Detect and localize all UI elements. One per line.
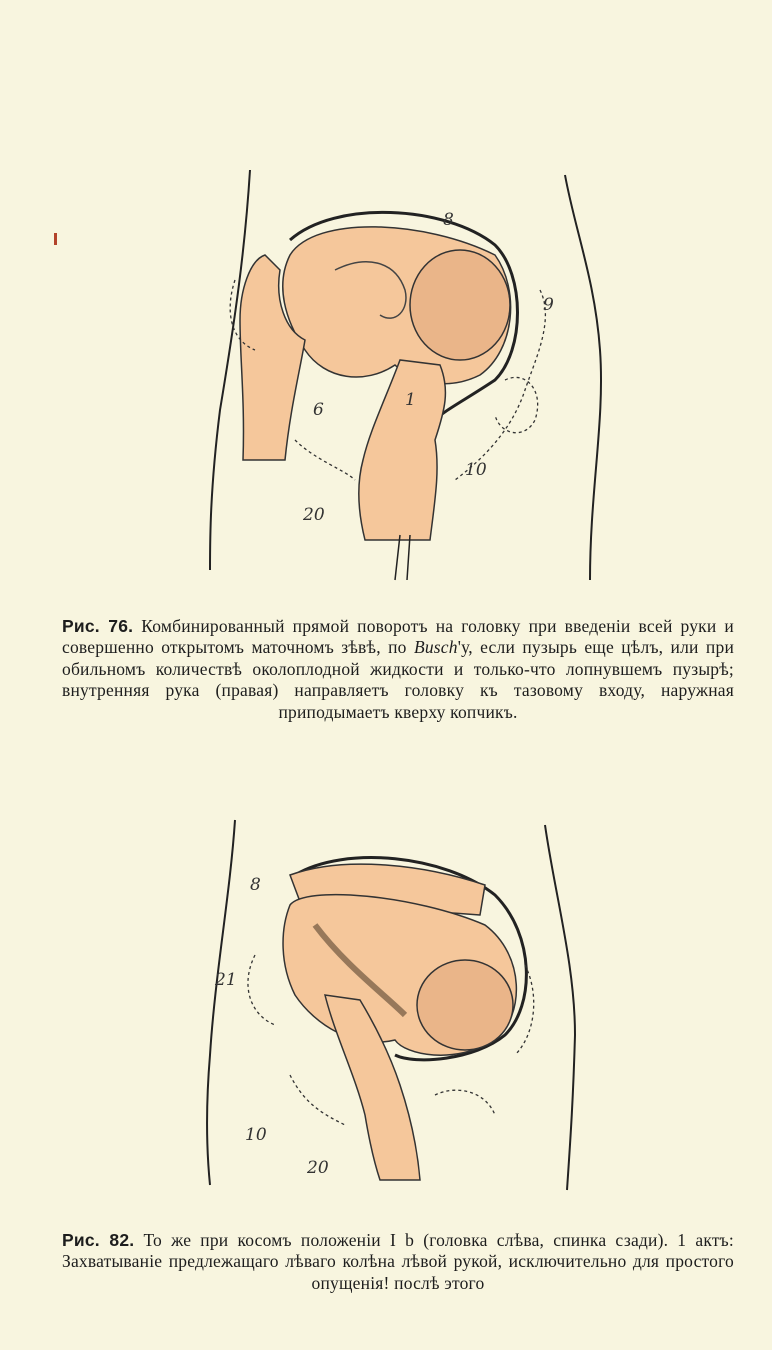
fetus-head: [417, 960, 513, 1050]
pelvis-outline-left: [248, 955, 275, 1025]
margin-mark: [54, 233, 57, 245]
fig76-label-8: 8: [443, 210, 454, 230]
torso-outline-right: [565, 175, 601, 580]
fig82-label-8: 8: [250, 875, 261, 895]
figure-82-caption: [62, 1230, 734, 1295]
figure-76-caption-text: Комбинированный прямой поворотъ на головку при введенiи всей руки и совершенно открытомъ маточномъ зѣвѣ, по: [62, 615, 734, 657]
pelvic-floor-right: [435, 1090, 495, 1115]
pelvic-floor-left: [290, 1075, 345, 1125]
pelvic-floor: [295, 440, 355, 480]
torso-outline-right: [545, 825, 575, 1190]
figure-76-author: Busch: [413, 637, 458, 657]
torso-outline-left: [207, 820, 235, 1185]
figure-82-number: Рис. 82.: [62, 1229, 135, 1250]
figure-76-caption: [62, 616, 734, 724]
inner-arm: [359, 360, 446, 540]
figure-82-illustration: [195, 815, 595, 1195]
fig82-label-21: 21: [215, 970, 237, 990]
figure-76-drawing: [195, 160, 635, 590]
fig82-label-10: 10: [245, 1125, 267, 1145]
fig76-label-20: 20: [303, 505, 325, 525]
figure-82-caption-text: То же при косомъ положенiи I b (головка слѣва, спинка сзади). 1 актъ: Захватыванiе предлежащаго лѣваго колѣна лѣвой рукой, исключительно для простого опущенiя! послѣ этого: [62, 1229, 734, 1293]
pelvis-outline-right: [515, 965, 534, 1055]
pelvis-bone: [495, 377, 538, 432]
fig76-label-1: 1: [405, 390, 416, 410]
figure-76-caption-text-cont: 'у, если пузырь еще цѣлъ, или при обильномъ количествѣ околоплодной жидкости и только-что лопнувшемъ пузырѣ; внутренняя рука (правая) направляетъ головку къ тазовому входу, наружная приподымаетъ кверху копчикъ.: [62, 637, 735, 722]
figure-82-drawing: [195, 815, 595, 1195]
fetus-head: [410, 250, 510, 360]
fig76-label-10: 10: [465, 460, 487, 480]
fig82-label-20: 20: [307, 1158, 329, 1178]
figure-76-illustration: [195, 160, 635, 590]
arm-lines: [395, 535, 410, 580]
figure-76-number: Рис. 76.: [62, 615, 134, 636]
fig76-label-6: 6: [313, 400, 324, 420]
fig76-label-9: 9: [543, 295, 554, 315]
